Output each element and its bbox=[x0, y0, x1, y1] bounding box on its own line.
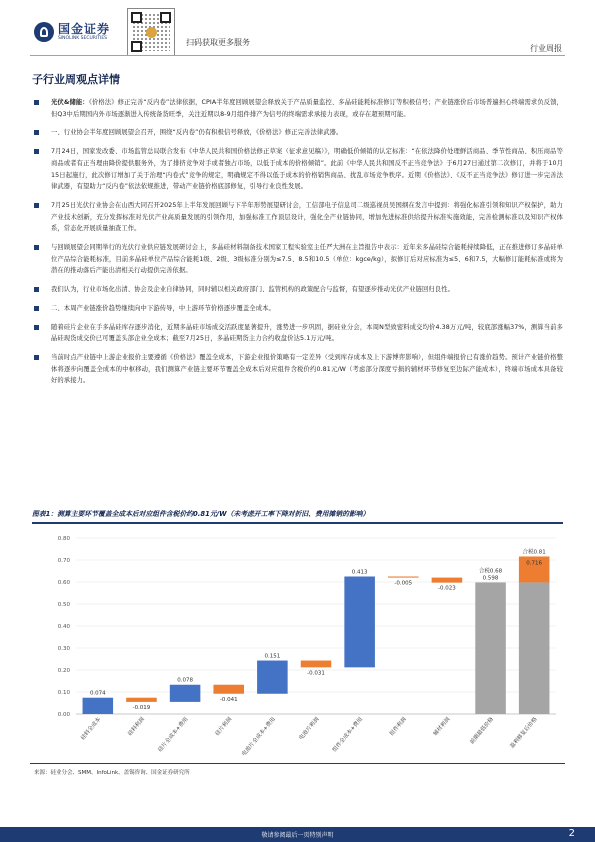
bullet-text: 与回顾展望会同期举行的光伏行业供应链发展研讨会上，多晶硅材料制备技术国家工程实验室主任严大洲在主旨报告中表示：近年来多晶硅综合能耗持续降低，正在推进修订多晶硅单位产品综合能耗标准，目前多晶硅单位产品综合能耗1级、2级、3级标准分别为≤7.5、8.5和10.5（单位：kgce/kg），拟修订后对应标准为≤5、6和7.5，大幅修订能耗标准或将为潜在的推动落后产能出清相关行动提供完善依据。 bbox=[51, 244, 563, 275]
bar-10 bbox=[475, 582, 506, 714]
bullet-text: 《价格法》修正完善“反内卷”法律依据，CPIA半年度回顾展望会释放关于产品质量监控、多晶硅能耗标准修订等积极信号；产业链涨价后市场普遍担心终端需求负反馈，但Q3中后期国内外市场逐渐进入传统备货旺季，关注近期以8-9月组件排产为信号的终端需求承接力表现，或存在超预期可能。 bbox=[51, 99, 564, 118]
bullet-list bbox=[32, 97, 563, 394]
x-tick-label: 盈利修复后价格 bbox=[509, 716, 539, 750]
page-header bbox=[0, 0, 595, 66]
x-tick-label: 前期最低价格 bbox=[469, 716, 496, 746]
x-tick-label: 组件利润 bbox=[389, 716, 408, 738]
bar-8 bbox=[388, 577, 419, 578]
bullet-item bbox=[32, 242, 563, 277]
bullet-text: 当前时点产业链中上游企业报价主要遵循《价格法》覆盖全成本，下游企业报价策略有一定差异（受到库存成本及上下游博弈影响），但组件端报价已有涨价趋势。预计产业链价格整体将逐步向覆盖全成本的中枢移动，我们测算产业链主要环节覆盖全成本后对应组件含税价约0.81元/W（考虑部分深度亏损的辅材环节修复至边际产能成本），终端市场成本具备较好的承接力。 bbox=[51, 353, 563, 385]
bullet-text: 一、行业协会半年度回顾展望会召开，围绕“反内卷”仍有积极信号释放，《价格法》修正完善法律武器。 bbox=[51, 129, 343, 137]
data-label: -0.019 bbox=[132, 704, 151, 711]
bar-4 bbox=[213, 685, 244, 694]
bullet-lead: 光伏&储能： bbox=[51, 99, 89, 106]
data-label: -0.041 bbox=[219, 696, 238, 703]
bullet-item bbox=[32, 352, 563, 387]
company-logo bbox=[34, 22, 110, 42]
y-tick-label: 0.00 bbox=[57, 712, 70, 718]
section-title: 子行业周观点详情 bbox=[32, 73, 120, 86]
bullet-item bbox=[32, 303, 563, 315]
bar-2 bbox=[126, 698, 157, 702]
qr-code-icon[interactable] bbox=[127, 8, 175, 56]
scan-prompt: 扫码获取更多服务 bbox=[186, 38, 250, 47]
bullet-text: 随着硅片企业在手多晶硅库存逐步消化，近期多晶硅市场成交活跃度显著提升，涨势进一步巩固，据硅业分会，本周N型致密料成交均价4.38万元/吨，较底部涨幅37%，测算当前多晶硅现货成交价已可覆盖头部企业全成本；截至7月25日，多晶硅期货主力合约收盘价达5.1万元/吨。 bbox=[51, 323, 563, 343]
y-tick-label: 0.10 bbox=[57, 690, 70, 696]
total-price-label: 合税0.81 bbox=[522, 549, 546, 556]
x-tick-label: 硅料全成本 bbox=[80, 716, 103, 742]
bar-9 bbox=[432, 578, 463, 583]
x-tick-label: 硅片利润 bbox=[214, 716, 234, 738]
data-label: 0.151 bbox=[264, 653, 281, 660]
bullet-item bbox=[32, 97, 563, 120]
bar-11 bbox=[519, 582, 550, 714]
data-label: -0.005 bbox=[394, 580, 413, 587]
bar-6 bbox=[301, 661, 332, 668]
bullet-item bbox=[32, 127, 563, 139]
waterfall-chart bbox=[34, 526, 564, 762]
page-footer bbox=[0, 827, 595, 842]
x-tick-label: 硅料利润 bbox=[127, 716, 146, 738]
bar-7 bbox=[344, 577, 375, 668]
data-label: -0.023 bbox=[438, 585, 456, 592]
data-label: 0.598 bbox=[482, 575, 499, 582]
y-tick-label: 0.80 bbox=[57, 536, 70, 542]
bar-3 bbox=[170, 685, 201, 702]
bullet-text: 7月24日，国家发改委、市场监管总局联合发布《中华人民共和国价格法修正草案（征求意见稿）》，明确低价倾销的认定标准：“在依法降价处理鲜活商品、季节性商品、积压商品等商品或者有正当理由降价提供服务外，为了排挤竞争对手或者独占市场，以低于成本的价格倾销”。此前《中华人民共和国反不正当竞争法》于6月27日通过第二次修订，并将于10月15日起施行，此次修订增加了关于治理“内卷式”竞争的规定，明确规定不得以低于成本的价格销售商品、扰乱市场竞争秩序。近期《价格法》、《反不正当竞争法》修订进一步完善法律武器，有望助力“反内卷”依法依规推进，带动产业链价格底部修复，引导行业良性发展。 bbox=[51, 148, 563, 191]
total-price-label: 合税0.68 bbox=[478, 568, 503, 575]
data-label: -0.031 bbox=[307, 670, 325, 677]
bar-5 bbox=[257, 661, 288, 694]
bullet-text: 7月25日光伏行业协会在山西大同召开2025年上半年发展回顾与下半年形势展望研讨会，工信部电子信息司二级巡视员吴国纲在发言中提到：将强化标准引领和知识产权保护，助力产业技术创新，充分发挥标准对光伏产业高质量发展的引领作用，加强标准工作顶层设计，强化全产业链协同，增加先进标准供给提升标准实施效能，完善检测标准以及知识产权体系，常态化开展质量抽查工作。 bbox=[51, 201, 563, 233]
x-tick-label: 硅片全成本+费用 bbox=[157, 716, 190, 754]
bullet-item bbox=[32, 146, 563, 193]
bullet-item bbox=[32, 200, 563, 235]
data-label: 0.413 bbox=[351, 569, 368, 576]
logo-name-en: SINOLINK SECURITIES bbox=[58, 35, 108, 41]
logo-icon bbox=[34, 22, 54, 42]
bullet-item bbox=[32, 322, 563, 345]
data-label: 0.078 bbox=[177, 677, 193, 684]
bullet-text: 二、本周产业链涨价趋势继续向中下游传导，中上游环节价格逐步覆盖全成本。 bbox=[51, 304, 275, 312]
figure-title: 图表1：测算主要环节覆盖全成本后对应组件含税价约0.81元/W（未考虑开工率下降对折旧、费用摊销的影响） bbox=[32, 508, 563, 524]
y-tick-label: 0.60 bbox=[57, 580, 70, 586]
y-tick-label: 0.30 bbox=[57, 646, 70, 652]
logo-name-cn: 国金证券 bbox=[58, 21, 111, 36]
page-number: 2 bbox=[568, 828, 575, 839]
bar-1 bbox=[83, 698, 114, 714]
source-divider bbox=[30, 763, 565, 764]
disclaimer-note: 敬请参阅最后一页特别声明 bbox=[261, 832, 334, 839]
y-tick-label: 0.70 bbox=[57, 558, 70, 564]
document-type: 行业周报 bbox=[530, 44, 562, 53]
x-tick-label: 辅材利润 bbox=[432, 716, 452, 738]
x-tick-label: 组件全成本+费用 bbox=[331, 716, 365, 754]
x-tick-label: 电池片利润 bbox=[298, 716, 321, 742]
data-label: 0.716 bbox=[526, 560, 543, 567]
figure-source: 来源：硅业分会、SMM、InfoLink、盖锡咨询、国金证券研究所 bbox=[34, 770, 190, 776]
x-tick-label: 电池片全成本+费用 bbox=[241, 716, 277, 758]
header-divider bbox=[30, 55, 565, 56]
bullet-item bbox=[32, 284, 563, 296]
data-label: 0.074 bbox=[89, 690, 106, 697]
y-tick-label: 0.50 bbox=[57, 602, 70, 608]
bullet-text: 我们认为，行业市场化出清、协会及企业自律协同，同时辅以相关政府部门、监管机构的政策配合与监督，有望逐步推动光伏产业链回归良性。 bbox=[51, 286, 455, 294]
y-tick-label: 0.20 bbox=[57, 668, 70, 674]
y-tick-label: 0.40 bbox=[57, 624, 70, 630]
